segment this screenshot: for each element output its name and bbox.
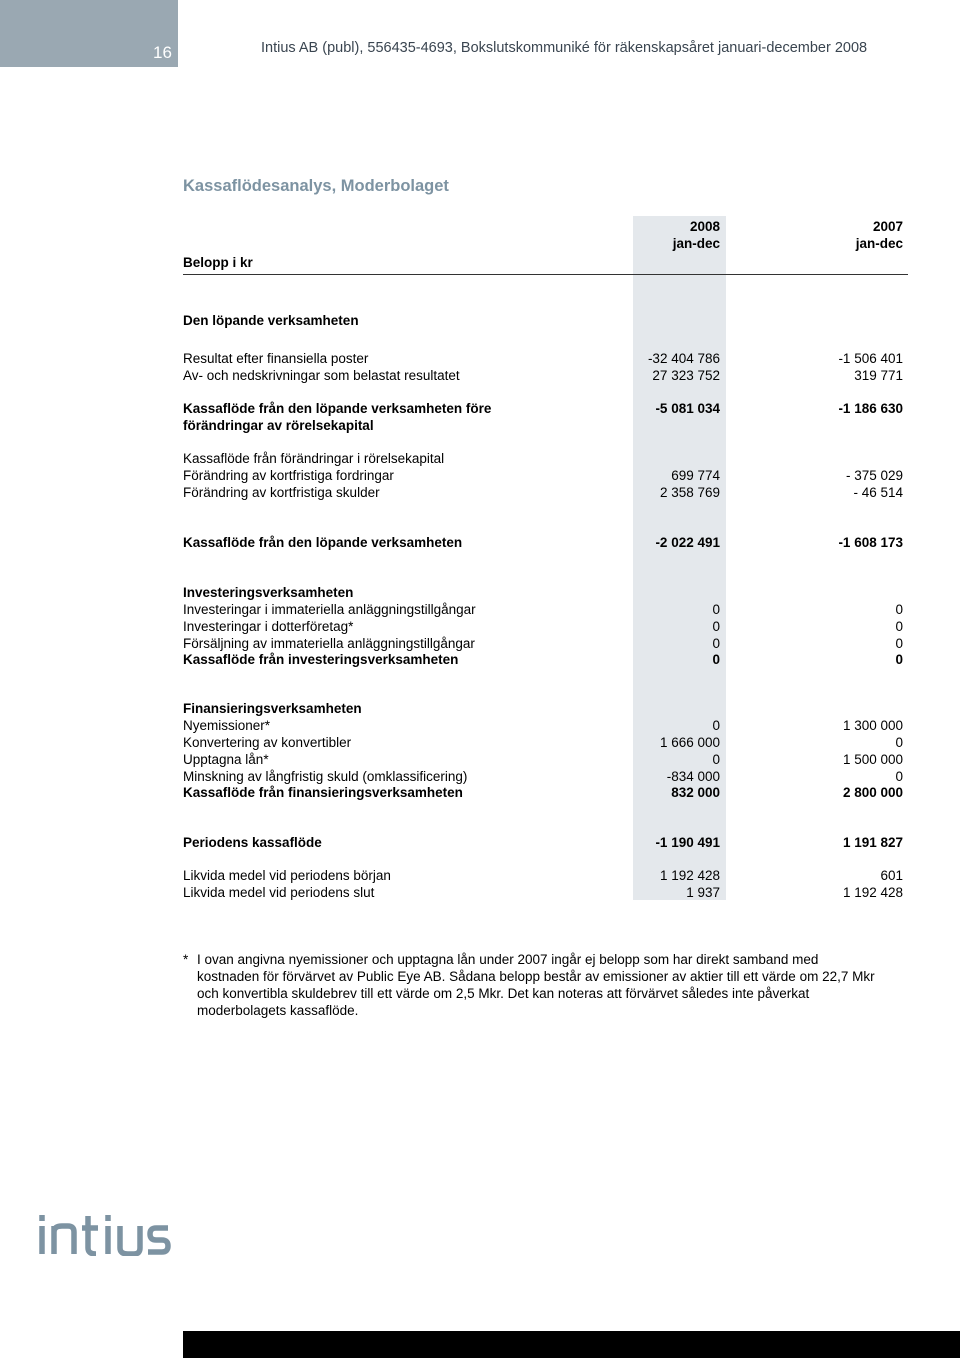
row-label: Resultat efter finansiella poster xyxy=(183,351,369,366)
row-value-2007: -1 608 173 xyxy=(838,535,903,550)
table-row xyxy=(183,768,903,785)
table-row xyxy=(183,700,903,717)
row-value-2007: 319 771 xyxy=(854,368,903,383)
table-row xyxy=(183,717,903,734)
row-value-2007: 0 xyxy=(895,619,903,634)
row-value-2007: 601 xyxy=(880,868,903,883)
document-header-title: Intius AB (publ), 556435-4693, Bokslutskommuniké för räkenskapsåret januari-december 2008 xyxy=(261,40,868,56)
row-label: Investeringar i immateriella anläggningstillgångar xyxy=(183,602,476,617)
column-header-period-row xyxy=(183,235,903,252)
row-label: Minskning av långfristig skuld (omklassificering) xyxy=(183,769,468,784)
table-row xyxy=(183,784,903,801)
row-label: Konvertering av konvertibler xyxy=(183,735,352,750)
table-row xyxy=(183,834,903,851)
report-title: Kassaflödesanalys, Moderbolaget xyxy=(183,177,449,195)
row-value-2008: 2 358 769 xyxy=(659,485,720,500)
row-label: Kassaflöde från investeringsverksamheten xyxy=(183,652,459,667)
row-label: Finansieringsverksamheten xyxy=(183,701,362,716)
table-row xyxy=(183,367,903,384)
row-label: Kassaflöde från finansieringsverksamheten xyxy=(183,785,463,800)
table-row xyxy=(183,450,903,467)
table-row xyxy=(183,417,903,434)
row-value-2008: -5 081 034 xyxy=(655,401,720,416)
table-row xyxy=(183,350,903,367)
row-value-2008: -32 404 786 xyxy=(647,351,720,366)
row-value-2008: 832 000 xyxy=(671,785,720,800)
row-value-2008: 0 xyxy=(712,636,720,651)
unit-label: Belopp i kr xyxy=(183,255,253,270)
row-value-2007: 0 xyxy=(895,735,903,750)
row-value-2007: 1 300 000 xyxy=(842,718,903,733)
table-row xyxy=(183,484,903,501)
footnote xyxy=(183,951,883,1019)
row-label: Kassaflöde från den löpande verksamheten xyxy=(183,535,463,550)
row-value-2007: 0 xyxy=(895,602,903,617)
row-value-2008: -2 022 491 xyxy=(655,535,720,550)
row-label: Kassaflöde från den löpande verksamheten före xyxy=(183,401,492,416)
row-value-2008: 0 xyxy=(712,602,720,617)
row-label: Den löpande verksamheten xyxy=(183,313,359,328)
table-row xyxy=(183,584,903,601)
row-label: Förändring av kortfristiga fordringar xyxy=(183,468,394,483)
row-label: Periodens kassaflöde xyxy=(183,835,322,850)
page-number: 16 xyxy=(153,43,172,62)
row-value-2007: -1 186 630 xyxy=(838,401,903,416)
row-value-2008: -834 000 xyxy=(666,769,720,784)
row-label: Av- och nedskrivningar som belastat resultatet xyxy=(183,368,460,383)
row-label: Likvida medel vid periodens slut xyxy=(183,885,375,900)
table-row xyxy=(183,884,903,901)
row-value-2007: - 375 029 xyxy=(845,468,903,483)
page-number-box xyxy=(0,0,178,67)
row-value-2007: 0 xyxy=(895,769,903,784)
row-value-2007: 0 xyxy=(895,652,903,667)
row-value-2008: 699 774 xyxy=(671,468,720,483)
row-label: Investeringar i dotterföretag* xyxy=(183,619,354,634)
table-row xyxy=(183,601,903,618)
table-row xyxy=(183,734,903,751)
column-2008-year: 2008 xyxy=(689,219,720,234)
table-row xyxy=(183,635,903,652)
table-row xyxy=(183,651,903,668)
row-label: Nyemissioner* xyxy=(183,718,271,733)
row-label: Kassaflöde från förändringar i rörelsekapital xyxy=(183,451,445,466)
row-label: Förändring av kortfristiga skulder xyxy=(183,485,380,500)
row-value-2008: 1 666 000 xyxy=(659,735,720,750)
table-row xyxy=(183,534,903,551)
row-value-2007: 1 500 000 xyxy=(842,752,903,767)
row-value-2007: 1 191 827 xyxy=(842,835,903,850)
row-label: förändringar av rörelsekapital xyxy=(183,418,374,433)
column-2007-year: 2007 xyxy=(872,219,903,234)
row-label: Upptagna lån* xyxy=(183,752,269,767)
table-row xyxy=(183,312,903,329)
table-row xyxy=(183,751,903,768)
table-row xyxy=(183,400,903,417)
row-value-2008: 0 xyxy=(712,752,720,767)
column-2007-period: jan-dec xyxy=(855,236,903,251)
row-value-2008: 0 xyxy=(712,619,720,634)
row-value-2007: 2 800 000 xyxy=(842,785,903,800)
row-value-2008: 0 xyxy=(712,718,720,733)
row-value-2008: 27 323 752 xyxy=(652,368,720,383)
row-label: Investeringsverksamheten xyxy=(183,585,354,600)
row-value-2007: -1 506 401 xyxy=(838,351,903,366)
row-value-2008: 1 192 428 xyxy=(659,868,720,883)
table-row xyxy=(183,467,903,484)
row-value-2007: 0 xyxy=(895,636,903,651)
unit-label-row xyxy=(183,254,903,271)
row-value-2007: 1 192 428 xyxy=(842,885,903,900)
row-label: Försäljning av immateriella anläggningstillgångar xyxy=(183,636,475,651)
table-row xyxy=(183,618,903,635)
intius-logo xyxy=(38,1212,188,1261)
row-value-2007: - 46 514 xyxy=(853,485,903,500)
table-row xyxy=(183,867,903,884)
footnote-text: I ovan angivna nyemissioner och upptagna lån under 2007 ingår ej belopp som har direkt samband med kostnaden för förvärvet av Public Eye AB. Sådana belopp består av emissioner av aktier till ett värde om 22,7 Mkr och konvertibla skuldebrev till ett värde om 2,5 Mkr. Det kan noteras att förvärvet således inte påverkat moderbolagets kassaflöde. xyxy=(197,952,875,1018)
row-label: Likvida medel vid periodens början xyxy=(183,868,391,883)
row-value-2008: 0 xyxy=(712,652,720,667)
intius-logo-mark xyxy=(38,1212,188,1256)
footer-bar xyxy=(183,1331,960,1358)
row-value-2008: 1 937 xyxy=(686,885,720,900)
row-value-2008: -1 190 491 xyxy=(655,835,720,850)
header-rule xyxy=(183,274,908,275)
column-header-year-row xyxy=(183,218,903,235)
column-2008-period: jan-dec xyxy=(672,236,720,251)
footnote-marker: * xyxy=(183,952,189,967)
